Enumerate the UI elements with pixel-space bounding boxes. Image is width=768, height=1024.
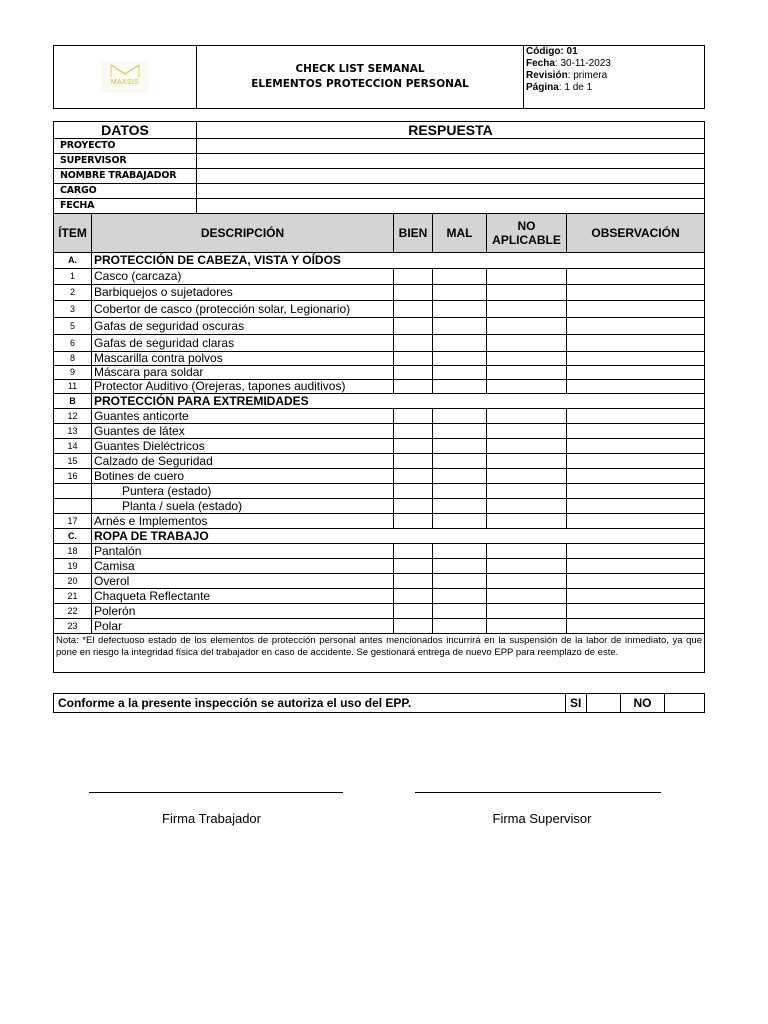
no-aplicable-cell[interactable] (487, 269, 567, 285)
observacion-cell[interactable] (567, 318, 705, 335)
col-header-bien: BIEN (394, 214, 433, 253)
bien-cell[interactable] (394, 409, 433, 424)
item-description: Pantalón (92, 544, 394, 559)
no-aplicable-cell[interactable] (487, 514, 567, 529)
mal-cell[interactable] (433, 318, 487, 335)
item-number: 15 (54, 454, 92, 469)
table-row (54, 366, 705, 380)
table-row (54, 269, 705, 285)
bien-cell[interactable] (394, 269, 433, 285)
item-description: Overol (92, 574, 394, 589)
bien-cell[interactable] (394, 380, 433, 394)
observacion-cell[interactable] (567, 335, 705, 352)
item-number: 2 (54, 285, 92, 301)
no-aplicable-cell[interactable] (487, 285, 567, 301)
item-description: Guantes Dieléctricos (92, 439, 394, 454)
no-aplicable-cell[interactable] (487, 409, 567, 424)
table-row (54, 514, 705, 529)
field-value-nombre[interactable] (197, 169, 705, 184)
table-row (54, 352, 705, 366)
observacion-cell[interactable] (567, 619, 705, 634)
codigo-label: Código: (526, 46, 564, 57)
table-row (54, 335, 705, 352)
table-row (54, 469, 705, 484)
table-row (54, 559, 705, 574)
si-checkbox[interactable] (587, 694, 621, 713)
mal-cell[interactable] (433, 574, 487, 589)
observacion-cell[interactable] (567, 514, 705, 529)
mal-cell[interactable] (433, 301, 487, 318)
bien-cell[interactable] (394, 439, 433, 454)
mal-cell[interactable] (433, 604, 487, 619)
item-description: Calzado de Seguridad (92, 454, 394, 469)
field-label-nombre: NOMBRE TRABAJADOR (54, 169, 197, 184)
item-number: 9 (54, 366, 92, 380)
table-row (54, 604, 705, 619)
bien-cell[interactable] (394, 514, 433, 529)
item-description: Puntera (estado) (92, 484, 394, 499)
observacion-cell[interactable] (567, 366, 705, 380)
signature-line-trabajador[interactable] (89, 792, 343, 793)
item-description: Botines de cuero (92, 469, 394, 484)
section-title: PROTECCIÓN DE CABEZA, VISTA Y OÍDOS (92, 253, 705, 269)
bien-cell[interactable] (394, 318, 433, 335)
table-row (54, 454, 705, 469)
item-description: Polerón (92, 604, 394, 619)
table-row (54, 424, 705, 439)
mal-cell[interactable] (433, 352, 487, 366)
observacion-cell[interactable] (567, 380, 705, 394)
conformity-table (53, 693, 705, 713)
datos-header: DATOS (54, 122, 197, 139)
table-row (54, 301, 705, 318)
nota-row (54, 634, 705, 673)
item-description: Máscara para soldar (92, 366, 394, 380)
observacion-cell[interactable] (567, 604, 705, 619)
mal-cell[interactable] (433, 285, 487, 301)
fecha-label: Fecha (526, 58, 555, 69)
bien-cell[interactable] (394, 544, 433, 559)
no-aplicable-cell[interactable] (487, 424, 567, 439)
conformity-text: Conforme a la presente inspección se autoriza el uso del EPP. (54, 694, 566, 713)
item-description: Mascarilla contra polvos (92, 352, 394, 366)
item-description: Polar (92, 619, 394, 634)
observacion-cell[interactable] (567, 469, 705, 484)
observacion-cell[interactable] (567, 424, 705, 439)
section-row (54, 253, 705, 269)
observacion-cell[interactable] (567, 559, 705, 574)
title-line-2: ELEMENTOS PROTECCION PERSONAL (251, 78, 469, 90)
observacion-cell[interactable] (567, 269, 705, 285)
revision-label: Revisión (526, 70, 568, 81)
datos-table (53, 121, 705, 214)
logo-cell (54, 46, 197, 109)
table-row (54, 574, 705, 589)
field-value-cargo[interactable] (197, 184, 705, 199)
item-description: Camisa (92, 559, 394, 574)
bien-cell[interactable] (394, 454, 433, 469)
observacion-cell[interactable] (567, 352, 705, 366)
observacion-cell[interactable] (567, 285, 705, 301)
table-row (54, 409, 705, 424)
revision-value: : primera (567, 70, 608, 81)
bien-cell[interactable] (394, 484, 433, 499)
item-description: Cobertor de casco (protección solar, Legionario) (92, 301, 394, 318)
no-aplicable-cell[interactable] (487, 380, 567, 394)
item-number: 8 (54, 352, 92, 366)
item-description: Guantes de látex (92, 424, 394, 439)
item-number: 23 (54, 619, 92, 634)
no-aplicable-cell[interactable] (487, 335, 567, 352)
item-description: Planta / suela (estado) (92, 499, 394, 514)
table-row (54, 318, 705, 335)
col-header-observacion: OBSERVACIÓN (567, 214, 705, 253)
mal-cell[interactable] (433, 424, 487, 439)
no-aplicable-cell[interactable] (487, 484, 567, 499)
field-label-cargo: CARGO (54, 184, 197, 199)
no-aplicable-cell[interactable] (487, 619, 567, 634)
item-number: 1 (54, 269, 92, 285)
observacion-cell[interactable] (567, 484, 705, 499)
bien-cell[interactable] (394, 366, 433, 380)
item-number: 13 (54, 424, 92, 439)
item-description: Casco (carcaza) (92, 269, 394, 285)
signature-line-supervisor[interactable] (415, 792, 661, 793)
no-aplicable-cell[interactable] (487, 499, 567, 514)
bien-cell[interactable] (394, 352, 433, 366)
item-number: 14 (54, 439, 92, 454)
bien-cell[interactable] (394, 574, 433, 589)
no-aplicable-cell[interactable] (487, 301, 567, 318)
observacion-cell[interactable] (567, 454, 705, 469)
envelope-icon (109, 63, 141, 79)
col-header-no-aplicable: NO APLICABLE (487, 214, 567, 253)
observacion-cell[interactable] (567, 409, 705, 424)
item-number (54, 499, 92, 514)
item-number: 17 (54, 514, 92, 529)
bien-cell[interactable] (394, 604, 433, 619)
mal-cell[interactable] (433, 544, 487, 559)
bien-cell[interactable] (394, 424, 433, 439)
table-header-row (54, 214, 705, 253)
item-number: 11 (54, 380, 92, 394)
pagina-label: Página (526, 82, 559, 93)
col-header-mal: MAL (433, 214, 487, 253)
mal-cell[interactable] (433, 559, 487, 574)
bien-cell[interactable] (394, 469, 433, 484)
bien-cell[interactable] (394, 499, 433, 514)
section-title: PROTECCIÓN PARA EXTREMIDADES (92, 394, 705, 409)
item-description: Arnés e Implementos (92, 514, 394, 529)
section-number: A. (54, 253, 92, 269)
mal-cell[interactable] (433, 469, 487, 484)
section-title: ROPA DE TRABAJO (92, 529, 705, 544)
item-number: 6 (54, 335, 92, 352)
bien-cell[interactable] (394, 335, 433, 352)
mal-cell[interactable] (433, 484, 487, 499)
no-aplicable-cell[interactable] (487, 352, 567, 366)
form-title (197, 46, 524, 109)
table-row (54, 439, 705, 454)
no-checkbox[interactable] (665, 694, 705, 713)
col-header-item: ÍTEM (54, 214, 92, 253)
item-number: 5 (54, 318, 92, 335)
logo-text: MAXSIS (110, 79, 140, 86)
form-meta (524, 46, 705, 109)
field-label-supervisor: SUPERVISOR (54, 154, 197, 169)
form-header (53, 45, 705, 109)
signature-label-trabajador: Firma Trabajador (162, 811, 261, 826)
bien-cell[interactable] (394, 619, 433, 634)
item-number: 22 (54, 604, 92, 619)
checklist-table (53, 213, 705, 673)
mal-cell[interactable] (433, 409, 487, 424)
observacion-cell[interactable] (567, 499, 705, 514)
item-number: 20 (54, 574, 92, 589)
bien-cell[interactable] (394, 559, 433, 574)
item-description: Gafas de seguridad claras (92, 335, 394, 352)
item-description: Barbiquejos o sujetadores (92, 285, 394, 301)
observacion-cell[interactable] (567, 544, 705, 559)
respuesta-header: RESPUESTA (197, 122, 705, 139)
item-description: Chaqueta Reflectante (92, 589, 394, 604)
table-row (54, 285, 705, 301)
table-row (54, 544, 705, 559)
mal-cell[interactable] (433, 366, 487, 380)
field-label-proyecto: PROYECTO (54, 139, 197, 154)
mal-cell[interactable] (433, 514, 487, 529)
item-number: 12 (54, 409, 92, 424)
table-row (54, 380, 705, 394)
item-number: 19 (54, 559, 92, 574)
mal-cell[interactable] (433, 439, 487, 454)
field-value-fecha[interactable] (197, 199, 705, 214)
field-value-supervisor[interactable] (197, 154, 705, 169)
no-aplicable-cell[interactable] (487, 318, 567, 335)
item-number: 21 (54, 589, 92, 604)
col-header-descripcion: DESCRIPCIÓN (92, 214, 394, 253)
item-number: 3 (54, 301, 92, 318)
no-aplicable-cell[interactable] (487, 544, 567, 559)
observacion-cell[interactable] (567, 574, 705, 589)
title-line-1: CHECK LIST SEMANAL (295, 63, 425, 75)
mal-cell[interactable] (433, 589, 487, 604)
pagina-value: : 1 de 1 (558, 82, 593, 93)
codigo-value: 01 (566, 46, 578, 57)
observacion-cell[interactable] (567, 589, 705, 604)
mal-cell[interactable] (433, 454, 487, 469)
bien-cell[interactable] (394, 589, 433, 604)
table-row (54, 499, 705, 514)
section-number: C. (54, 529, 92, 544)
observacion-cell[interactable] (567, 439, 705, 454)
section-number: B (54, 394, 92, 409)
no-label: NO (621, 694, 665, 713)
item-description: Gafas de seguridad oscuras (92, 318, 394, 335)
mal-cell[interactable] (433, 335, 487, 352)
no-aplicable-cell[interactable] (487, 366, 567, 380)
item-number: 16 (54, 469, 92, 484)
bien-cell[interactable] (394, 285, 433, 301)
section-row (54, 529, 705, 544)
bien-cell[interactable] (394, 301, 433, 318)
field-value-proyecto[interactable] (197, 139, 705, 154)
item-description: Guantes anticorte (92, 409, 394, 424)
item-number (54, 484, 92, 499)
signature-label-supervisor: Firma Supervisor (492, 811, 592, 826)
mal-cell[interactable] (433, 619, 487, 634)
table-row (54, 589, 705, 604)
table-row (54, 484, 705, 499)
si-label: SI (566, 694, 587, 713)
company-logo (101, 61, 149, 93)
no-aplicable-cell[interactable] (487, 604, 567, 619)
fecha-value: : 30-11-2023 (554, 58, 611, 69)
field-label-fecha: FECHA (54, 199, 197, 214)
no-aplicable-cell[interactable] (487, 559, 567, 574)
mal-cell[interactable] (433, 269, 487, 285)
no-aplicable-cell[interactable] (487, 574, 567, 589)
mal-cell[interactable] (433, 380, 487, 394)
no-aplicable-cell[interactable] (487, 469, 567, 484)
mal-cell[interactable] (433, 499, 487, 514)
item-number: 18 (54, 544, 92, 559)
table-row (54, 619, 705, 634)
no-aplicable-cell[interactable] (487, 439, 567, 454)
observacion-cell[interactable] (567, 301, 705, 318)
section-row (54, 394, 705, 409)
no-aplicable-cell[interactable] (487, 454, 567, 469)
item-description: Protector Auditivo (Orejeras, tapones auditivos) (92, 380, 394, 394)
nota-text: Nota: *El defectuoso estado de los elementos de protección personal antes mencionados incurrirá en la suspensión de la labor de inmediato, ya que pone en riesgo la integridad física del trabajador en caso de accidente. Se gestionará entrega de nuevo EPP para reemplazo de este. (54, 634, 705, 673)
no-aplicable-cell[interactable] (487, 589, 567, 604)
